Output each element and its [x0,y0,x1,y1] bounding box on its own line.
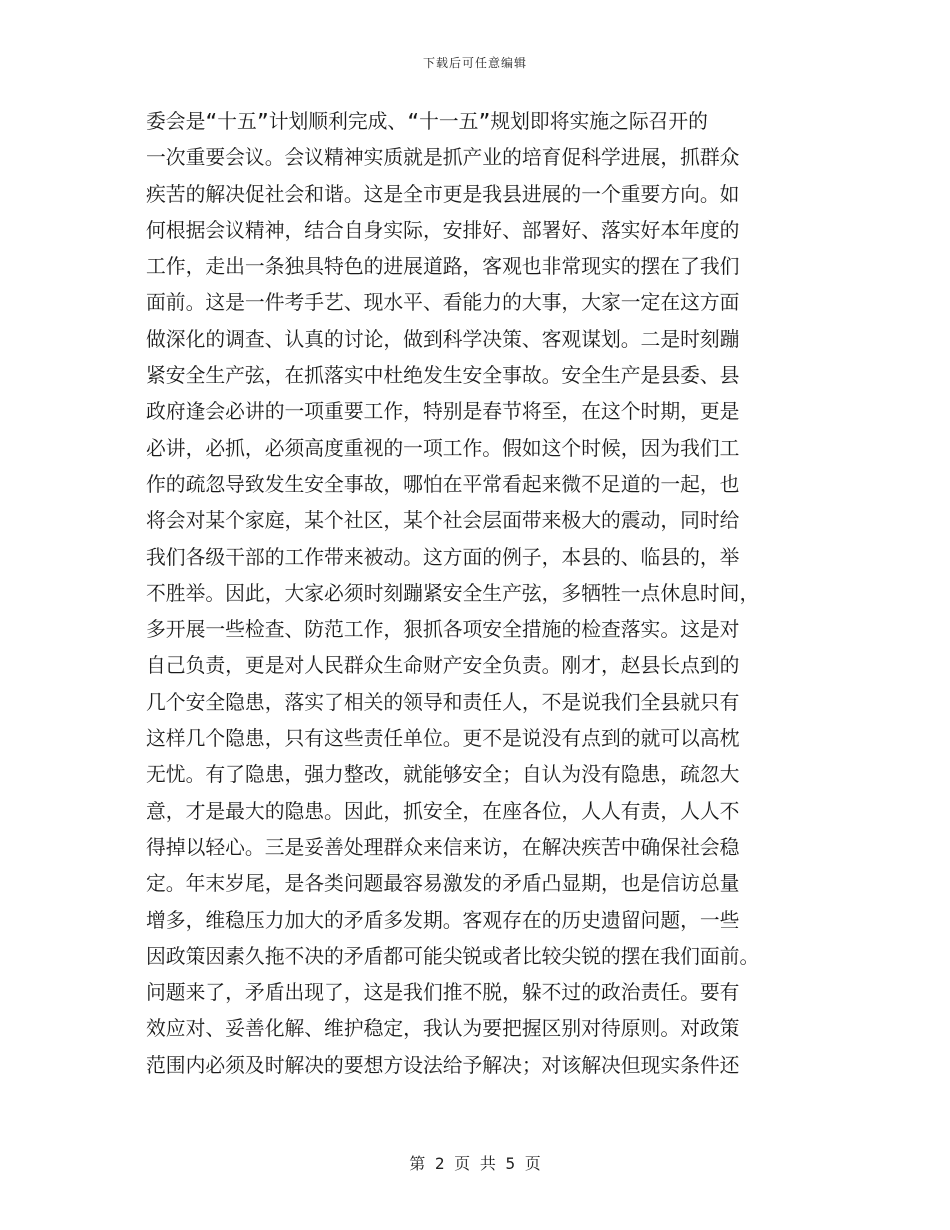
page-header: 下载后可任意编辑 [422,56,527,70]
text-line: 得掉以轻心。三是妥善处理群众来信来访，在解决疾苦中确保社会稳 [146,835,740,859]
text-line: 几个安全隐患，落实了相关的领导和责任人，不是说我们全县就只有 [146,690,740,714]
text-line: 问题来了，矛盾出现了，这是我们推不脱，躲不过的政治责任。要有 [146,981,740,1005]
text-line: 作的疏忽导致发生安全事故，哪怕在平常看起来微不足道的一起，也 [146,472,740,496]
text-line: 无忧。有了隐患，强力整改，就能够安全；自认为没有隐患，疏忽大 [146,763,740,787]
text-line: 这样几个隐患，只有这些责任单位。更不是说没有点到的就可以高枕 [146,727,740,751]
document-body [146,104,806,1084]
text-line: 何根据会议精神，结合自身实际，安排好、部署好、落实好本年度的 [146,218,740,242]
text-line: 疾苦的解决促社会和谐。这是全市更是我县进展的一个重要方向。如 [146,182,740,206]
text-line: 效应对、妥善化解、维护稳定，我认为要把握区别对待原则。对政策 [146,1017,740,1041]
text-line: 范围内必须及时解决的要想方设法给予解决；对该解决但现实条件还 [146,1053,740,1077]
text-line: 紧安全生产弦，在抓落实中杜绝发生安全事故。安全生产是县委、县 [146,364,740,388]
text-line: 政府逢会必讲的一项重要工作，特别是春节将至，在这个时期，更是 [146,400,740,424]
text-line: 增多，维稳压力加大的矛盾多发期。客观存在的历史遗留问题，一些 [146,908,740,932]
text-line: 定。年末岁尾，是各类问题最容易激发的矛盾凸显期，也是信访总量 [146,872,740,896]
text-line: 工作，走出一条独具特色的进展道路，客观也非常现实的摆在了我们 [146,255,740,279]
text-line: 委会是“十五”计划顺利完成、“十一五”规划即将实施之际召开的 [146,110,708,133]
text-line: 多开展一些检查、防范工作，狠抓各项安全措施的检查落实。这是对 [146,618,740,642]
text-line: 一次重要会议。会议精神实质就是抓产业的培育促科学进展，抓群众 [146,146,740,170]
text-line: 面前。这是一件考手艺、现水平、看能力的大事，大家一定在这方面 [146,291,740,315]
text-line: 将会对某个家庭，某个社区，某个社会层面带来极大的震动，同时给 [146,509,740,533]
text-line: 意，才是最大的隐患。因此，抓安全，在座各位，人人有责，人人不 [146,799,740,823]
text-line: 自己负责，更是对人民群众生命财产安全负责。刚才，赵县长点到的 [146,654,740,678]
text-line: 我们各级干部的工作带来被动。这方面的例子，本县的、临县的，举 [146,545,740,569]
text-line: 必讲，必抓，必须高度重视的一项工作。假如这个时候，因为我们工 [146,436,740,460]
page-number: 第 2 页 共 5 页 [409,1154,541,1173]
text-line: 做深化的调查、认真的讨论，做到科学决策、客观谋划。二是时刻蹦 [146,327,740,351]
text-line: 不胜举。因此，大家必须时刻蹦紧安全生产弦，多牺牲一点休息时间， [146,581,760,605]
text-line: 因政策因素久拖不决的矛盾都可能尖锐或者比较尖锐的摆在我们面前。 [146,944,760,968]
